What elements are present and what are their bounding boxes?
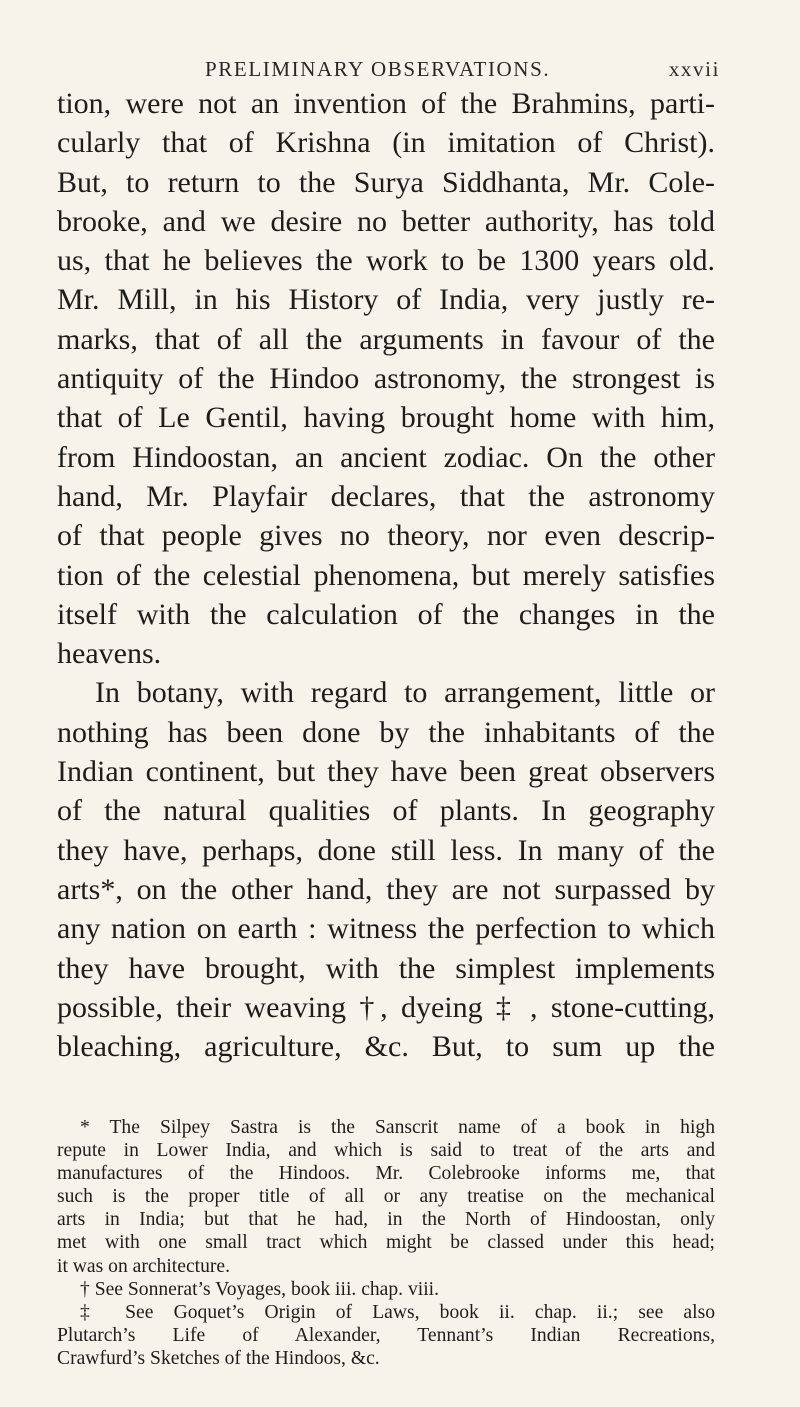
body-line: possible, their weaving †, dyeing ‡ , stone-cutting,	[57, 990, 715, 1024]
body-line: marks, that of all the arguments in favour of the	[57, 322, 715, 356]
body-line: cularly that of Krishna (in imitation of Christ).	[57, 126, 715, 160]
footnote-line: repute in Lower India, and which is said to treat of the arts and	[57, 1140, 715, 1162]
body-line: tion of the celestial phenomena, but merely satisfies	[57, 558, 715, 592]
body-line: nothing has been done by the inhabitants of the	[57, 715, 715, 749]
body-line: In botany, with regard to arrangement, little or	[95, 676, 715, 710]
body-line: heavens.	[57, 637, 162, 671]
body-line: antiquity of the Hindoo astronomy, the strongest is	[57, 362, 715, 396]
footnotes	[57, 1116, 715, 1370]
body-line: itself with the calculation of the changes in the	[57, 597, 715, 631]
body-line: arts*, on the other hand, they are not surpassed by	[57, 872, 715, 906]
body-line: hand, Mr. Playfair declares, that the astronomy	[57, 479, 715, 513]
body-line: they have, perhaps, done still less. In many of the	[57, 833, 715, 867]
running-header	[205, 57, 720, 87]
body-line: bleaching, agriculture, &c. But, to sum up the	[57, 1030, 715, 1064]
body-line: that of Le Gentil, having brought home with him,	[57, 401, 715, 435]
body-line: brooke, and we desire no better authority, has told	[57, 204, 715, 238]
body-line: us, that he believes the work to be 1300 years old.	[57, 244, 715, 278]
footnote-line: ‡ See Goquet’s Origin of Laws, book ii. chap. ii.; see also	[80, 1301, 715, 1323]
body-line: Indian continent, but they have been great observers	[57, 755, 715, 789]
body-line: tion, were not an invention of the Brahmins, parti-	[57, 87, 715, 120]
body-line: from Hindoostan, an ancient zodiac. On the other	[57, 440, 715, 474]
footnote-line: met with one small tract which might be classed under this head;	[57, 1232, 715, 1254]
body-text	[57, 84, 715, 1066]
body-line: of the natural qualities of plants. In geography	[57, 794, 715, 828]
footnote-line: manufactures of the Hindoos. Mr. Colebrooke informs me, that	[57, 1163, 715, 1185]
body-line: any nation on earth : witness the perfection to which	[57, 912, 715, 946]
footnote-line: † See Sonnerat’s Voyages, book iii. chap. viii.	[80, 1278, 440, 1300]
running-title: PRELIMINARY OBSERVATIONS.	[205, 57, 551, 81]
footnote-line: Plutarch’s Life of Alexander, Tennant’s Indian Recreations,	[57, 1324, 715, 1346]
footnote-line: * The Silpey Sastra is the Sanscrit name of a book in high	[80, 1117, 715, 1138]
body-line: Mr. Mill, in his History of India, very justly re-	[57, 283, 715, 317]
body-line: of that people gives no theory, nor even descrip-	[57, 519, 715, 553]
body-line: But, to return to the Surya Siddhanta, Mr. Cole-	[57, 165, 715, 199]
body-line: they have brought, with the simplest implements	[57, 951, 715, 985]
footnote-line: it was on architecture.	[57, 1255, 231, 1277]
footnote-line: Crawfurd’s Sketches of the Hindoos, &c.	[57, 1347, 380, 1369]
page-number: xxvii	[668, 57, 720, 81]
footnote-line: such is the proper title of all or any treatise on the mechanical	[57, 1186, 715, 1208]
footnote-line: arts in India; but that he had, in the North of Hindoostan, only	[57, 1209, 715, 1231]
